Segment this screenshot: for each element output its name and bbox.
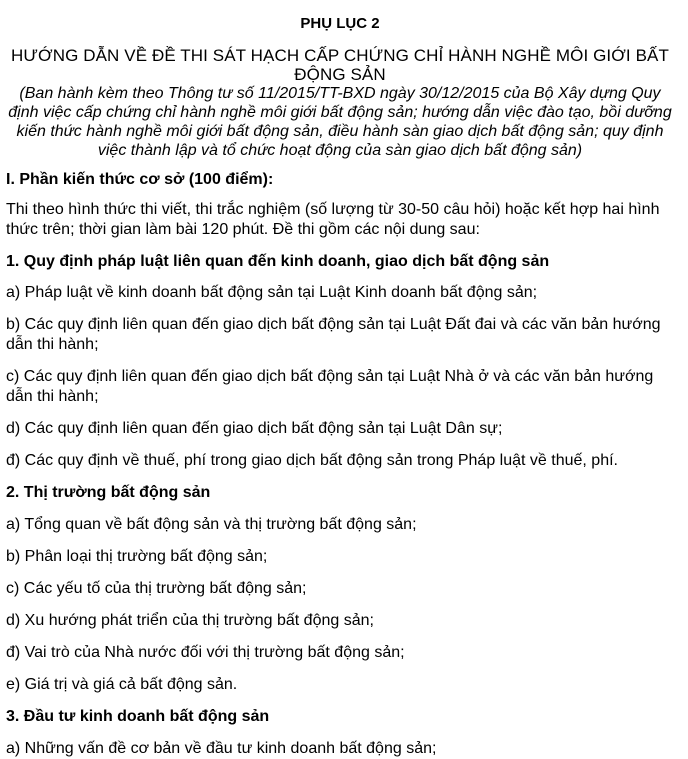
section-heading: 2. Thị trường bất động sản bbox=[6, 484, 211, 501]
list-item: a) Những vấn đề cơ bản về đầu tư kinh doanh bất động sản; bbox=[6, 740, 437, 757]
document-subtitle: (Ban hành kèm theo Thông tư số 11/2015/TT-BXD ngày 30/12/2015 của Bộ Xây dựng Quy định việc cấp chứng chỉ hành nghề môi giới bất động sản; hướng dẫn việc đào tạo, bồi dưỡng kiến thức hành nghề môi giới bất động sản, điều hành sàn giao dịch bất động sản; quy định việc thành lập và tổ chức hoạt động của sàn giao dịch bất động sản) bbox=[8, 85, 672, 159]
list-item: c) Các yếu tố của thị trường bất động sản; bbox=[6, 580, 307, 597]
list-item: đ) Các quy định về thuế, phí trong giao dịch bất động sản trong Pháp luật về thuế, phí. bbox=[6, 452, 618, 469]
appendix-title: PHỤ LỤC 2 bbox=[300, 15, 380, 32]
list-item: a) Pháp luật về kinh doanh bất động sản tại Luật Kinh doanh bất động sản; bbox=[6, 284, 538, 301]
list-item: e) Giá trị và giá cả bất động sản. bbox=[6, 676, 238, 693]
list-item: c) Các quy định liên quan đến giao dịch bất động sản tại Luật Nhà ở và các văn bản hướng dẫn thi hành; bbox=[6, 368, 654, 405]
list-item: a) Tổng quan về bất động sản và thị trường bất động sản; bbox=[6, 516, 417, 533]
list-item: b) Các quy định liên quan đến giao dịch bất động sản tại Luật Đất đai và các văn bản hướng dẫn thi hành; bbox=[6, 316, 661, 353]
part-intro: Thi theo hình thức thi viết, thi trắc nghiệm (số lượng từ 30-50 câu hỏi) hoặc kết hợp hai hình thức trên; thời gian làm bài 120 phút. Đề thi gồm các nội dung sau: bbox=[6, 201, 660, 238]
list-item: b) Phân loại thị trường bất động sản; bbox=[6, 548, 268, 565]
section-heading: 1. Quy định pháp luật liên quan đến kinh doanh, giao dịch bất động sản bbox=[6, 253, 550, 270]
list-item: d) Các quy định liên quan đến giao dịch bất động sản tại Luật Dân sự; bbox=[6, 420, 503, 437]
list-item: d) Xu hướng phát triển của thị trường bất động sản; bbox=[6, 612, 374, 629]
part-heading: I. Phần kiến thức cơ sở (100 điểm): bbox=[6, 171, 274, 188]
section-heading: 3. Đầu tư kinh doanh bất động sản bbox=[6, 708, 270, 725]
document-title: HƯỚNG DẪN VỀ ĐỀ THI SÁT HẠCH CẤP CHỨNG CHỈ HÀNH NGHỀ MÔI GIỚI BẤT ĐỘNG SẢN bbox=[11, 46, 669, 84]
list-item: đ) Vai trò của Nhà nước đối với thị trường bất động sản; bbox=[6, 644, 405, 661]
